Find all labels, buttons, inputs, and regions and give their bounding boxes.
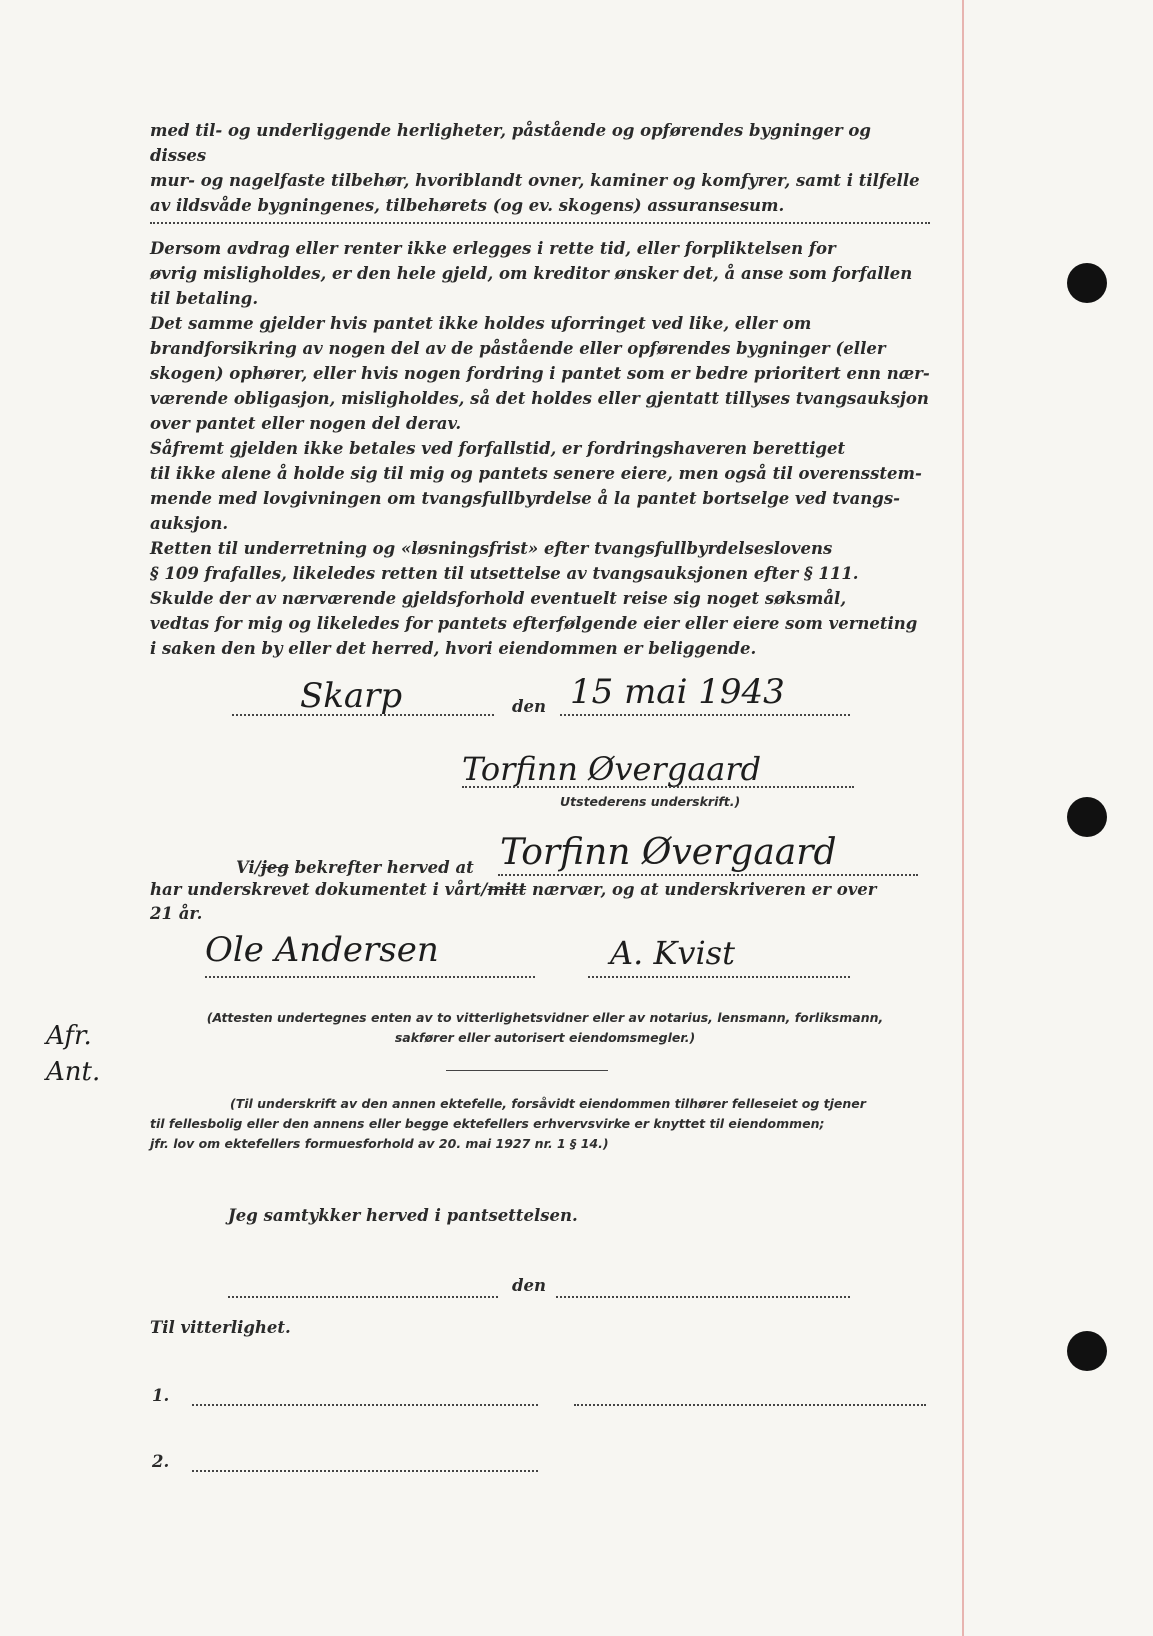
signer-line (498, 874, 918, 876)
witness1-line (205, 976, 535, 978)
opening-paragraph: med til- og underliggende herligheter, påstående og opførendes bygninger og disses mur- og nagelfaste tilbehør, hvoriblandt ovner, kaminer og komfyrer, samt i tilfelle av ildsvåde bygningenes, tilbehørets (og ev. skogens) assuransesum. (150, 121, 920, 215)
consent-den-label: den (512, 1276, 547, 1295)
issuer-signature-line (462, 786, 854, 788)
issuer-caption: Utstederens underskrift.) (560, 794, 741, 809)
signer-handwriting: Torfinn Øvergaard (500, 832, 837, 873)
til-vitterlighet: Til vitterlighet. (150, 1318, 291, 1337)
witness-line-2 (150, 880, 930, 899)
margin-note: Afr. Ant. (46, 1021, 101, 1087)
witness-number-1: 1. (152, 1386, 170, 1405)
line2a-text: har underskrevet dokumentet i vårt/ (150, 880, 488, 899)
witness2-signature: A. Kvist (610, 934, 735, 972)
attest-note: (Attesten undertegnes enten av to vitterlighetsvidner eller av notarius, lensmann, forliksmann, sakfører eller autorisert eiendomsmegler.) (206, 1010, 884, 1045)
witness-line-2a (192, 1470, 538, 1472)
witness-line-1a (192, 1404, 538, 1406)
punch-hole-bottom (1067, 1331, 1107, 1371)
age-text: 21 år. (150, 904, 203, 923)
vi-text: Vi/ (236, 858, 261, 877)
witness-number-2: 2. (152, 1452, 170, 1471)
line2b-text: nærvær, og at underskriveren er over (532, 880, 877, 899)
margin-rule (962, 0, 964, 1636)
bekrefter-text: bekrefter herved at (294, 858, 474, 877)
mitt-struck: mitt (487, 880, 527, 899)
date-handwriting: 15 mai 1943 (570, 672, 785, 712)
witness1-signature: Ole Andersen (205, 930, 439, 970)
issuer-signature: Torfinn Øvergaard (462, 750, 762, 788)
jeg-struck: jeg (260, 858, 289, 877)
spouse-note: (Til underskrift av den annen ektefelle, forsåvidt eiendommen tilhører felleseiet og tjener til fellesbolig eller den annens eller begge ektefellers erhvervsvirke er knyttet til eiendommen; jfr. lov om ektefellers formuesforhold av 20. mai 1927 nr. 1 § 14.) (150, 1096, 866, 1151)
place-handwriting: Skarp (300, 676, 403, 716)
witness-line-1b (574, 1404, 926, 1406)
date-line (560, 714, 850, 716)
consent-place-line (228, 1296, 498, 1298)
punch-hole-middle (1067, 797, 1107, 837)
conditions-paragraph: Dersom avdrag eller renter ikke erlegges i rette tid, eller forpliktelsen for øvrig misligholdes, er den hele gjeld, om kreditor ønsker det, å anse som forfallen til betaling. Det samme gjelder hvis pantet ikke holdes uforringet ved like, eller om brandforsikring av nogen del av de påstående eller opførendes bygninger (eller skogen) ophører, eller hvis nogen fordring i pantet som er bedre prioritert enn nær- værende obligasjon, misligholdes, så det holdes eller gjentatt tillyses tvangsauksjon over pantet eller nogen del derav. Såfremt gjelden ikke betales ved forfallstid, er fordringshaveren berettiget til ikke alene å holde sig til mig og pantets senere eiere, men også til overensstem- mende med lovgivningen om tvangsfullbyrdelse å la pantet bortselge ved tvangs- auksjon. Retten til underretning og «løsningsfrist» efter tvangsfullbyrdelseslovens § 109 frafalles, likeledes retten til utsettelse av tvangsauksjonen efter § 111. Skulde der av nærværende gjeldsforhold eventuelt reise sig noget søksmål, vedtas for mig og likeledes for pantets efterfølgende eier eller eiere som verneting i saken den by eller det herred, hvori eiendommen er beliggende. (150, 239, 930, 658)
vi-label (236, 858, 474, 877)
consent-text: Jeg samtykker herved i pantsettelsen. (228, 1206, 578, 1225)
separator-dotted (150, 222, 930, 224)
consent-date-line (556, 1296, 850, 1298)
witness2-line (588, 976, 850, 978)
separator-line (446, 1070, 608, 1071)
punch-hole-top (1067, 263, 1107, 303)
den-label: den (512, 697, 547, 716)
